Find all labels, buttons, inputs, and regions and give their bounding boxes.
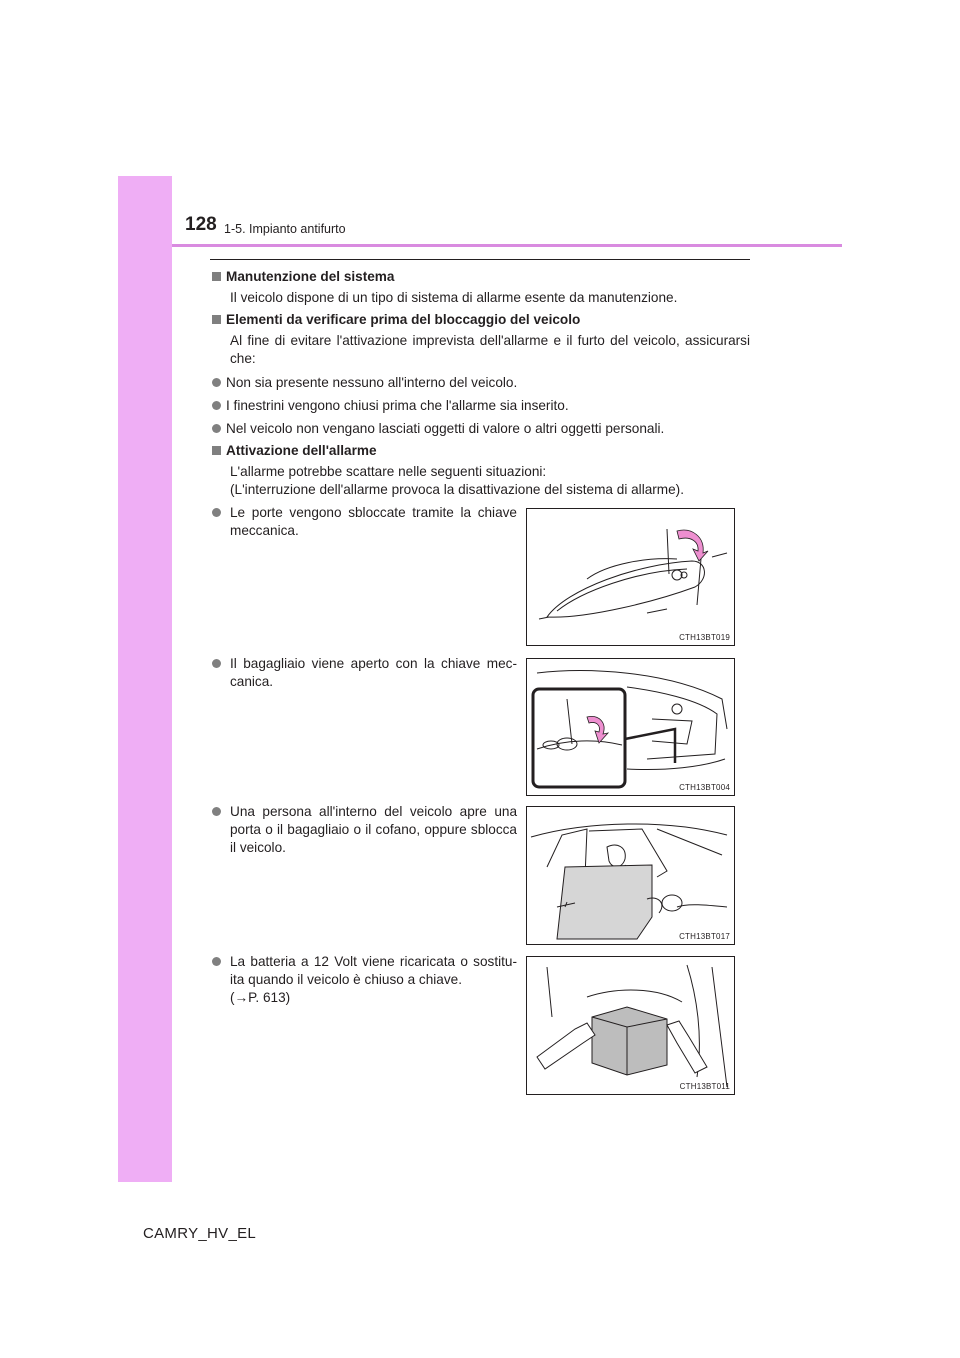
figure-door-handle-key — [526, 508, 735, 646]
square-bullet-icon — [212, 315, 221, 324]
bullet-text-persona: Una persona all'interno del veicolo apre una porta o il bagagliaio o il cofano, oppure sblocca il veicolo. — [230, 804, 517, 855]
round-bullet-icon — [212, 424, 221, 433]
bullet-text-batteria: La batteria a 12 Volt viene ricaricata o sostitu-ita quando il veicolo è chiuso a chiave. — [230, 954, 517, 987]
page-number: 128 — [185, 214, 217, 235]
heading-attivazione: Attivazione dell'allarme — [212, 442, 377, 460]
paragraph-manutenzione: Il veicolo dispone di un tipo di sistema di allarme esente da manutenzione. — [230, 290, 678, 305]
paragraph-attivazione-1: L'allarme potrebbe scattare nelle seguenti situazioni: — [230, 464, 547, 479]
paragraph-attivazione-2: (L'interruzione dell'allarme provoca la disattivazione del sistema di allarme). — [230, 482, 684, 497]
bullet-item: Nel veicolo non vengano lasciati oggetti di valore o altri oggetti personali. — [212, 420, 664, 438]
figure-battery-replacement — [526, 956, 735, 1095]
figure-code: CTH13BT011 — [679, 1082, 730, 1091]
figure-code: CTH13BT004 — [679, 783, 730, 792]
document-footer: CAMRY_HV_EL — [143, 1225, 257, 1242]
figure-trunk-key — [526, 658, 735, 796]
header-rule — [172, 244, 842, 247]
round-bullet-icon — [212, 803, 226, 821]
round-bullet-icon — [212, 504, 226, 522]
bullet-text-chiave: Le porte vengono sbloccate tramite la chiave meccanica. — [230, 505, 517, 538]
paragraph-elementi: Al fine di evitare l'attivazione imprevista dell'allarme e il furto del veicolo, assicurarsi che: — [230, 333, 750, 366]
figure-code: CTH13BT017 — [679, 932, 730, 941]
heading-elementi: Elementi da verificare prima del bloccaggio del veicolo — [212, 311, 580, 329]
section-title: 1-5. Impianto antifurto — [224, 222, 346, 236]
heading-manutenzione: Manutenzione del sistema — [212, 268, 394, 286]
bullet-text-bagagliaio: Il bagagliaio viene aperto con la chiave mec-canica. — [230, 656, 517, 689]
square-bullet-icon — [212, 272, 221, 281]
round-bullet-icon — [212, 378, 221, 387]
square-bullet-icon — [212, 446, 221, 455]
figure-person-opening-door — [526, 806, 735, 945]
bullet-item: I finestrini vengono chiusi prima che l'allarme sia inserito. — [212, 397, 569, 415]
chapter-tab-sidebar — [118, 176, 172, 1182]
bullet-item: Non sia presente nessuno all'interno del veicolo. — [212, 374, 517, 392]
content-top-rule — [210, 259, 750, 260]
round-bullet-icon — [212, 655, 226, 673]
page-reference: (→P. 613) — [230, 990, 291, 1005]
figure-code: CTH13BT019 — [679, 633, 730, 642]
round-bullet-icon — [212, 953, 226, 971]
round-bullet-icon — [212, 401, 221, 410]
